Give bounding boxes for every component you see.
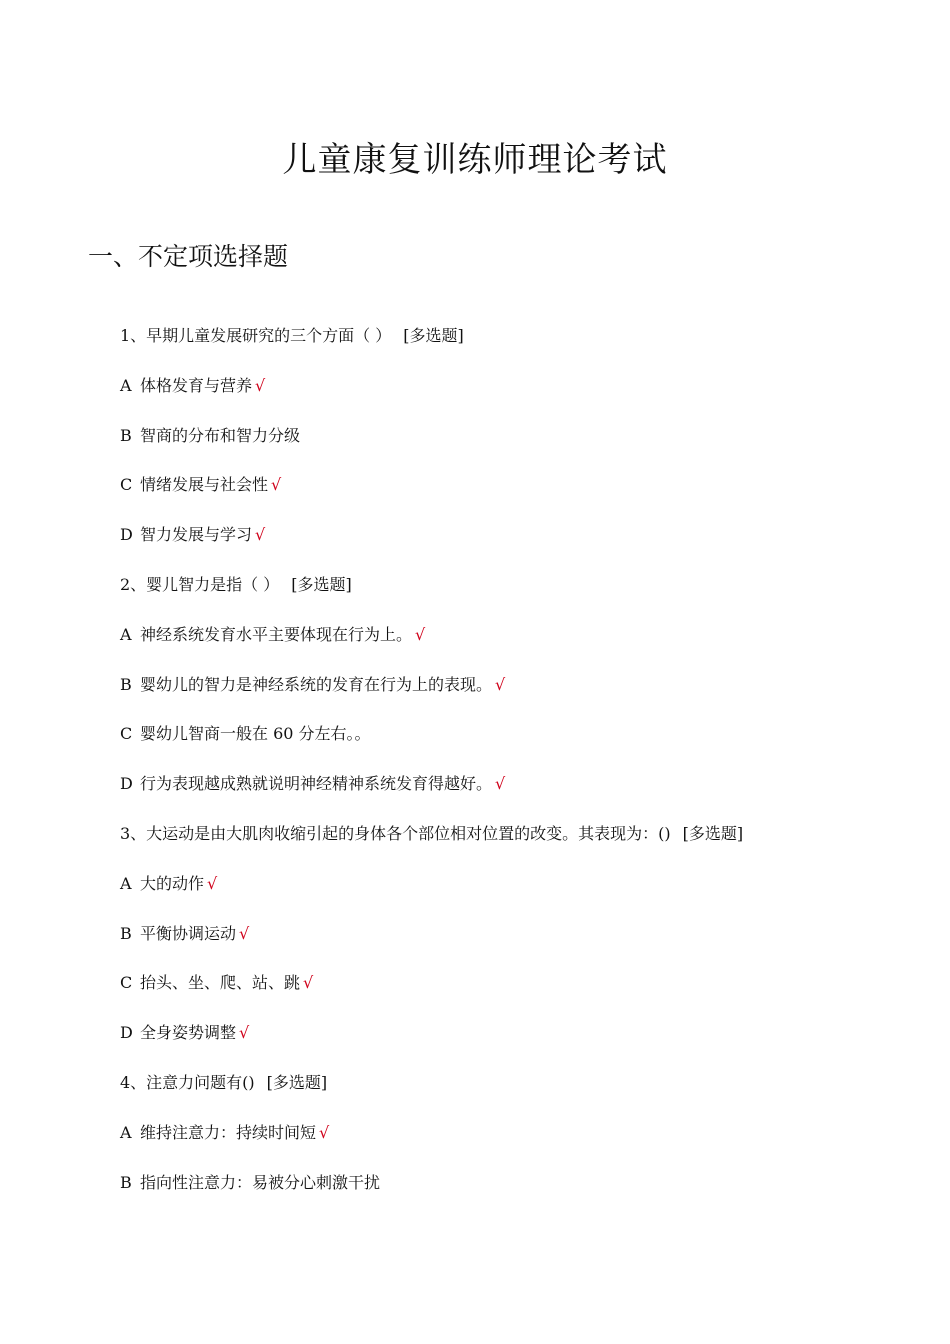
- correct-check-icon: √: [207, 873, 218, 893]
- question-stem: [120, 1071, 920, 1121]
- option-text: 神经系统发育水平主要体现在行为上。: [140, 624, 413, 644]
- option-text: 婴幼儿智商一般在 60 分左右。。: [140, 724, 371, 744]
- correct-check-icon: √: [495, 674, 506, 694]
- answer-option: [120, 1171, 920, 1221]
- option-letter: B: [120, 425, 132, 445]
- section-heading: 一、不定项选择题: [88, 242, 289, 271]
- question-text: 1、早期儿童发展研究的三个方面（ ）: [120, 326, 392, 345]
- option-letter: A: [120, 873, 132, 893]
- question-stem: [120, 324, 920, 374]
- answer-option: [120, 722, 920, 772]
- question-type-tag: [多选题]: [682, 823, 744, 843]
- option-letter: A: [120, 1122, 132, 1142]
- answer-option: [120, 1021, 920, 1071]
- answer-option: [120, 473, 920, 523]
- correct-check-icon: √: [303, 973, 314, 993]
- answer-option: [120, 772, 920, 822]
- answer-option: [120, 872, 920, 922]
- answer-option: [120, 673, 920, 723]
- page-title: 儿童康复训练师理论考试: [282, 140, 668, 180]
- option-text: 维持注意力：持续时间短: [140, 1122, 317, 1142]
- question-type-tag: [多选题]: [403, 326, 464, 345]
- correct-check-icon: √: [319, 1122, 330, 1142]
- option-text: 情绪发展与社会性: [140, 475, 269, 495]
- question-type-tag: [多选题]: [266, 1072, 328, 1092]
- option-letter: B: [120, 1172, 132, 1192]
- answer-option: [120, 523, 920, 573]
- question-list: [120, 324, 920, 1220]
- question-type-tag: [多选题]: [291, 574, 352, 594]
- option-letter: D: [120, 525, 133, 545]
- option-text: 大的动作: [140, 873, 205, 893]
- correct-check-icon: √: [255, 525, 266, 545]
- answer-option: [120, 922, 920, 972]
- option-text: 体格发育与营养: [140, 375, 253, 395]
- correct-check-icon: √: [415, 624, 426, 644]
- option-letter: D: [120, 1023, 133, 1043]
- option-letter: C: [120, 724, 133, 744]
- answer-option: [120, 424, 920, 474]
- answer-option: [120, 1121, 920, 1171]
- option-text: 平衡协调运动: [140, 923, 237, 943]
- correct-check-icon: √: [239, 923, 250, 943]
- option-letter: A: [120, 624, 132, 644]
- option-letter: A: [120, 375, 132, 395]
- correct-check-icon: √: [239, 1023, 250, 1043]
- answer-option: [120, 374, 920, 424]
- option-text: 抬头、坐、爬、站、跳: [140, 973, 301, 993]
- correct-check-icon: √: [255, 375, 266, 395]
- option-letter: C: [120, 973, 133, 993]
- option-text: 全身姿势调整: [140, 1023, 237, 1043]
- option-text: 智商的分布和智力分级: [140, 425, 301, 445]
- correct-check-icon: √: [495, 774, 506, 794]
- option-letter: B: [120, 674, 132, 694]
- option-text: 智力发展与学习: [140, 525, 253, 545]
- correct-check-icon: √: [271, 475, 282, 495]
- option-letter: C: [120, 475, 133, 495]
- question-stem: [120, 822, 920, 872]
- option-text: 行为表现越成熟就说明神经精神系统发育得越好。: [140, 774, 493, 794]
- question-text: 4、注意力问题有(): [120, 1072, 255, 1092]
- option-text: 婴幼儿的智力是神经系统的发育在行为上的表现。: [140, 674, 493, 694]
- question-text: 2、婴儿智力是指（ ）: [120, 574, 280, 594]
- option-letter: B: [120, 923, 132, 943]
- option-text: 指向性注意力：易被分心刺激干扰: [140, 1172, 381, 1192]
- question-stem: [120, 573, 920, 623]
- answer-option: [120, 623, 920, 673]
- question-text: 3、大运动是由大肌肉收缩引起的身体各个部位相对位置的改变。其表现为：(): [120, 823, 671, 843]
- answer-option: [120, 971, 920, 1021]
- option-letter: D: [120, 774, 133, 794]
